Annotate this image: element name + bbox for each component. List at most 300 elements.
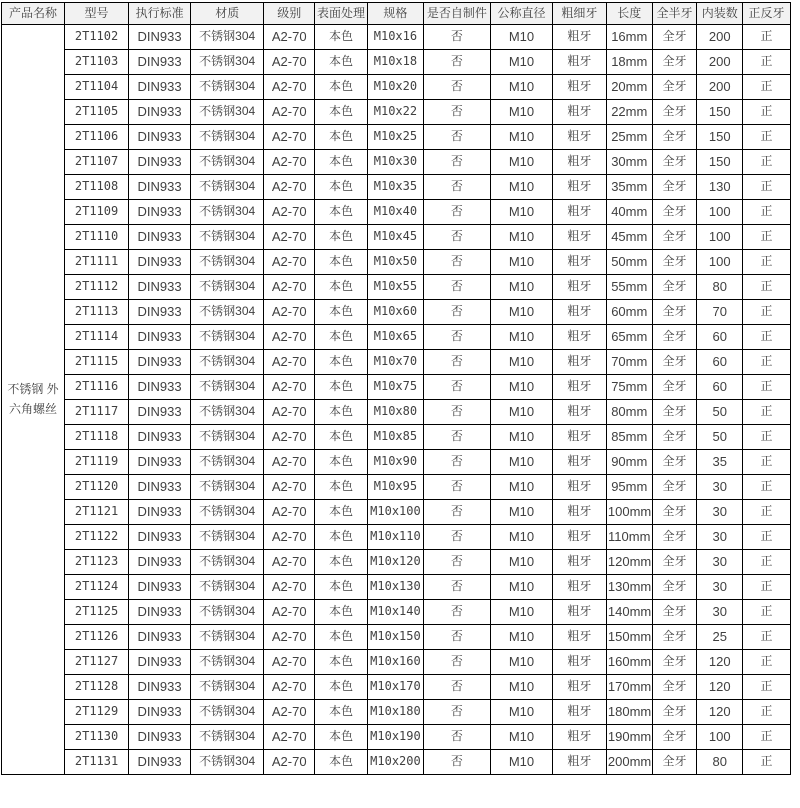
cell-thread: 粗牙 [553,175,607,200]
table-row [2,350,791,375]
cell-selfmade: 否 [423,525,490,550]
cell-qty: 100 [697,225,743,250]
table-row [2,375,791,400]
cell-grade: A2-70 [264,400,315,425]
cell-diameter: M10 [490,500,552,525]
cell-model: 2T1110 [65,225,129,250]
cell-surface: 本色 [315,475,368,500]
cell-spec: M10x50 [367,250,423,275]
cell-diameter: M10 [490,725,552,750]
table-row [2,150,791,175]
cell-thread: 粗牙 [553,600,607,625]
cell-grade: A2-70 [264,675,315,700]
cell-selfmade: 否 [423,625,490,650]
cell-spec: M10x180 [367,700,423,725]
cell-length: 150mm [606,625,652,650]
cell-standard: DIN933 [129,150,191,175]
cell-qty: 200 [697,25,743,50]
cell-spec: M10x95 [367,475,423,500]
cell-spec: M10x130 [367,575,423,600]
cell-diameter: M10 [490,450,552,475]
cell-thread: 粗牙 [553,375,607,400]
cell-thread: 粗牙 [553,300,607,325]
cell-direction: 正 [743,200,791,225]
cell-grade: A2-70 [264,625,315,650]
cell-spec: M10x200 [367,750,423,775]
cell-qty: 100 [697,250,743,275]
cell-standard: DIN933 [129,725,191,750]
cell-material: 不锈钢304 [191,50,264,75]
cell-fullthread: 全牙 [652,275,697,300]
cell-qty: 60 [697,375,743,400]
cell-spec: M10x140 [367,600,423,625]
cell-standard: DIN933 [129,350,191,375]
cell-length: 50mm [606,250,652,275]
cell-spec: M10x120 [367,550,423,575]
cell-thread: 粗牙 [553,100,607,125]
cell-surface: 本色 [315,350,368,375]
cell-surface: 本色 [315,750,368,775]
cell-qty: 120 [697,700,743,725]
cell-material: 不锈钢304 [191,75,264,100]
cell-material: 不锈钢304 [191,25,264,50]
cell-spec: M10x22 [367,100,423,125]
cell-model: 2T1126 [65,625,129,650]
cell-fullthread: 全牙 [652,500,697,525]
column-header-qty: 内装数 [697,3,743,25]
cell-length: 65mm [606,325,652,350]
cell-diameter: M10 [490,350,552,375]
cell-selfmade: 否 [423,425,490,450]
cell-qty: 80 [697,275,743,300]
cell-length: 30mm [606,150,652,175]
cell-direction: 正 [743,650,791,675]
cell-standard: DIN933 [129,475,191,500]
cell-length: 75mm [606,375,652,400]
cell-grade: A2-70 [264,475,315,500]
cell-grade: A2-70 [264,25,315,50]
cell-model: 2T1113 [65,300,129,325]
cell-spec: M10x45 [367,225,423,250]
cell-qty: 200 [697,75,743,100]
product-name-cell: 不锈钢 外六角螺丝 [2,25,65,775]
column-header-selfmade: 是否自制件 [423,3,490,25]
cell-material: 不锈钢304 [191,150,264,175]
cell-standard: DIN933 [129,125,191,150]
cell-spec: M10x60 [367,300,423,325]
cell-fullthread: 全牙 [652,200,697,225]
cell-material: 不锈钢304 [191,125,264,150]
cell-selfmade: 否 [423,275,490,300]
cell-qty: 30 [697,500,743,525]
cell-fullthread: 全牙 [652,425,697,450]
cell-fullthread: 全牙 [652,400,697,425]
cell-selfmade: 否 [423,600,490,625]
cell-spec: M10x170 [367,675,423,700]
cell-standard: DIN933 [129,425,191,450]
cell-model: 2T1121 [65,500,129,525]
cell-thread: 粗牙 [553,325,607,350]
cell-length: 18mm [606,50,652,75]
cell-length: 60mm [606,300,652,325]
cell-grade: A2-70 [264,50,315,75]
cell-qty: 25 [697,625,743,650]
cell-diameter: M10 [490,600,552,625]
cell-spec: M10x55 [367,275,423,300]
cell-spec: M10x90 [367,450,423,475]
product-spec-table [1,2,791,775]
cell-grade: A2-70 [264,375,315,400]
cell-diameter: M10 [490,575,552,600]
cell-material: 不锈钢304 [191,650,264,675]
cell-grade: A2-70 [264,725,315,750]
cell-length: 140mm [606,600,652,625]
cell-direction: 正 [743,600,791,625]
cell-grade: A2-70 [264,450,315,475]
cell-spec: M10x85 [367,425,423,450]
cell-diameter: M10 [490,375,552,400]
cell-standard: DIN933 [129,400,191,425]
cell-model: 2T1117 [65,400,129,425]
cell-thread: 粗牙 [553,475,607,500]
cell-model: 2T1131 [65,750,129,775]
cell-material: 不锈钢304 [191,575,264,600]
cell-direction: 正 [743,100,791,125]
cell-fullthread: 全牙 [652,700,697,725]
table-body [2,25,791,775]
cell-grade: A2-70 [264,500,315,525]
cell-selfmade: 否 [423,650,490,675]
cell-diameter: M10 [490,75,552,100]
cell-standard: DIN933 [129,250,191,275]
cell-surface: 本色 [315,450,368,475]
cell-material: 不锈钢304 [191,275,264,300]
cell-model: 2T1116 [65,375,129,400]
cell-selfmade: 否 [423,375,490,400]
cell-spec: M10x35 [367,175,423,200]
cell-material: 不锈钢304 [191,525,264,550]
table-row [2,750,791,775]
cell-direction: 正 [743,375,791,400]
cell-fullthread: 全牙 [652,675,697,700]
cell-length: 180mm [606,700,652,725]
cell-direction: 正 [743,50,791,75]
cell-direction: 正 [743,475,791,500]
cell-diameter: M10 [490,100,552,125]
cell-fullthread: 全牙 [652,250,697,275]
cell-qty: 150 [697,125,743,150]
cell-spec: M10x20 [367,75,423,100]
cell-length: 100mm [606,500,652,525]
cell-fullthread: 全牙 [652,375,697,400]
cell-model: 2T1112 [65,275,129,300]
cell-surface: 本色 [315,300,368,325]
cell-spec: M10x160 [367,650,423,675]
cell-selfmade: 否 [423,100,490,125]
cell-selfmade: 否 [423,450,490,475]
cell-direction: 正 [743,300,791,325]
cell-diameter: M10 [490,475,552,500]
table-row [2,275,791,300]
cell-direction: 正 [743,150,791,175]
cell-material: 不锈钢304 [191,400,264,425]
cell-surface: 本色 [315,725,368,750]
cell-diameter: M10 [490,200,552,225]
cell-surface: 本色 [315,375,368,400]
cell-grade: A2-70 [264,75,315,100]
cell-thread: 粗牙 [553,125,607,150]
cell-diameter: M10 [490,650,552,675]
cell-material: 不锈钢304 [191,425,264,450]
cell-selfmade: 否 [423,325,490,350]
cell-qty: 150 [697,100,743,125]
cell-surface: 本色 [315,250,368,275]
cell-length: 55mm [606,275,652,300]
cell-selfmade: 否 [423,550,490,575]
table-row [2,225,791,250]
cell-qty: 30 [697,525,743,550]
cell-qty: 70 [697,300,743,325]
cell-fullthread: 全牙 [652,575,697,600]
cell-selfmade: 否 [423,250,490,275]
cell-qty: 30 [697,550,743,575]
cell-length: 170mm [606,675,652,700]
cell-surface: 本色 [315,25,368,50]
cell-spec: M10x16 [367,25,423,50]
column-header-surface: 表面处理 [315,3,368,25]
cell-length: 90mm [606,450,652,475]
cell-thread: 粗牙 [553,50,607,75]
cell-surface: 本色 [315,425,368,450]
cell-direction: 正 [743,25,791,50]
cell-fullthread: 全牙 [652,525,697,550]
cell-grade: A2-70 [264,250,315,275]
cell-length: 45mm [606,225,652,250]
cell-direction: 正 [743,525,791,550]
cell-fullthread: 全牙 [652,650,697,675]
cell-direction: 正 [743,450,791,475]
cell-fullthread: 全牙 [652,725,697,750]
cell-selfmade: 否 [423,750,490,775]
cell-standard: DIN933 [129,500,191,525]
cell-material: 不锈钢304 [191,625,264,650]
cell-grade: A2-70 [264,150,315,175]
column-header-grade: 级别 [264,3,315,25]
cell-thread: 粗牙 [553,200,607,225]
column-header-model: 型号 [65,3,129,25]
cell-model: 2T1125 [65,600,129,625]
cell-fullthread: 全牙 [652,225,697,250]
table-row [2,675,791,700]
cell-surface: 本色 [315,550,368,575]
cell-diameter: M10 [490,300,552,325]
cell-thread: 粗牙 [553,725,607,750]
cell-selfmade: 否 [423,125,490,150]
cell-direction: 正 [743,625,791,650]
cell-thread: 粗牙 [553,150,607,175]
cell-spec: M10x40 [367,200,423,225]
cell-direction: 正 [743,575,791,600]
cell-grade: A2-70 [264,125,315,150]
cell-thread: 粗牙 [553,275,607,300]
table-row [2,250,791,275]
cell-surface: 本色 [315,150,368,175]
cell-standard: DIN933 [129,375,191,400]
column-header-spec: 规格 [367,3,423,25]
cell-qty: 200 [697,50,743,75]
cell-fullthread: 全牙 [652,625,697,650]
cell-surface: 本色 [315,175,368,200]
column-header-direction: 正反牙 [743,3,791,25]
cell-diameter: M10 [490,25,552,50]
cell-surface: 本色 [315,575,368,600]
cell-selfmade: 否 [423,675,490,700]
cell-material: 不锈钢304 [191,450,264,475]
column-header-material: 材质 [191,3,264,25]
cell-model: 2T1114 [65,325,129,350]
cell-selfmade: 否 [423,175,490,200]
cell-selfmade: 否 [423,200,490,225]
cell-model: 2T1102 [65,25,129,50]
cell-fullthread: 全牙 [652,350,697,375]
cell-diameter: M10 [490,50,552,75]
cell-material: 不锈钢304 [191,175,264,200]
cell-diameter: M10 [490,675,552,700]
cell-surface: 本色 [315,675,368,700]
cell-standard: DIN933 [129,325,191,350]
cell-standard: DIN933 [129,750,191,775]
cell-length: 200mm [606,750,652,775]
cell-diameter: M10 [490,525,552,550]
column-header-fullthread: 全半牙 [652,3,697,25]
cell-grade: A2-70 [264,525,315,550]
table-row [2,425,791,450]
cell-diameter: M10 [490,125,552,150]
cell-material: 不锈钢304 [191,200,264,225]
cell-grade: A2-70 [264,275,315,300]
cell-material: 不锈钢304 [191,250,264,275]
cell-standard: DIN933 [129,575,191,600]
cell-diameter: M10 [490,275,552,300]
table-row [2,175,791,200]
cell-diameter: M10 [490,175,552,200]
table-row [2,200,791,225]
table-row [2,525,791,550]
cell-direction: 正 [743,225,791,250]
cell-grade: A2-70 [264,225,315,250]
cell-standard: DIN933 [129,75,191,100]
cell-length: 120mm [606,550,652,575]
table-row [2,325,791,350]
cell-thread: 粗牙 [553,425,607,450]
cell-fullthread: 全牙 [652,75,697,100]
column-header-standard: 执行标准 [129,3,191,25]
cell-diameter: M10 [490,625,552,650]
cell-length: 40mm [606,200,652,225]
cell-grade: A2-70 [264,650,315,675]
cell-model: 2T1127 [65,650,129,675]
table-row [2,500,791,525]
cell-direction: 正 [743,750,791,775]
cell-fullthread: 全牙 [652,300,697,325]
cell-standard: DIN933 [129,450,191,475]
cell-grade: A2-70 [264,425,315,450]
cell-fullthread: 全牙 [652,100,697,125]
cell-surface: 本色 [315,50,368,75]
cell-surface: 本色 [315,275,368,300]
cell-selfmade: 否 [423,725,490,750]
cell-qty: 150 [697,150,743,175]
cell-diameter: M10 [490,750,552,775]
cell-diameter: M10 [490,150,552,175]
header-row [2,3,791,25]
table-row [2,475,791,500]
cell-diameter: M10 [490,325,552,350]
cell-fullthread: 全牙 [652,550,697,575]
cell-diameter: M10 [490,700,552,725]
cell-grade: A2-70 [264,325,315,350]
cell-spec: M10x150 [367,625,423,650]
cell-length: 20mm [606,75,652,100]
cell-selfmade: 否 [423,75,490,100]
cell-selfmade: 否 [423,350,490,375]
cell-standard: DIN933 [129,600,191,625]
cell-model: 2T1124 [65,575,129,600]
cell-thread: 粗牙 [553,650,607,675]
cell-length: 95mm [606,475,652,500]
cell-model: 2T1108 [65,175,129,200]
cell-standard: DIN933 [129,275,191,300]
cell-thread: 粗牙 [553,575,607,600]
cell-standard: DIN933 [129,50,191,75]
cell-standard: DIN933 [129,675,191,700]
column-header-length: 长度 [606,3,652,25]
table-row [2,75,791,100]
cell-standard: DIN933 [129,625,191,650]
cell-standard: DIN933 [129,525,191,550]
cell-length: 80mm [606,400,652,425]
cell-fullthread: 全牙 [652,125,697,150]
table-row [2,575,791,600]
cell-material: 不锈钢304 [191,675,264,700]
cell-grade: A2-70 [264,300,315,325]
cell-model: 2T1130 [65,725,129,750]
cell-surface: 本色 [315,325,368,350]
cell-standard: DIN933 [129,200,191,225]
cell-surface: 本色 [315,600,368,625]
cell-diameter: M10 [490,250,552,275]
table-row [2,25,791,50]
cell-length: 190mm [606,725,652,750]
cell-thread: 粗牙 [553,700,607,725]
table-row [2,650,791,675]
table-row [2,300,791,325]
cell-length: 160mm [606,650,652,675]
cell-material: 不锈钢304 [191,550,264,575]
cell-grade: A2-70 [264,575,315,600]
cell-standard: DIN933 [129,300,191,325]
cell-model: 2T1115 [65,350,129,375]
cell-grade: A2-70 [264,200,315,225]
cell-model: 2T1109 [65,200,129,225]
cell-standard: DIN933 [129,175,191,200]
column-header-diameter: 公称直径 [490,3,552,25]
table-row [2,550,791,575]
table-row [2,125,791,150]
cell-length: 70mm [606,350,652,375]
table-row [2,50,791,75]
cell-thread: 粗牙 [553,250,607,275]
